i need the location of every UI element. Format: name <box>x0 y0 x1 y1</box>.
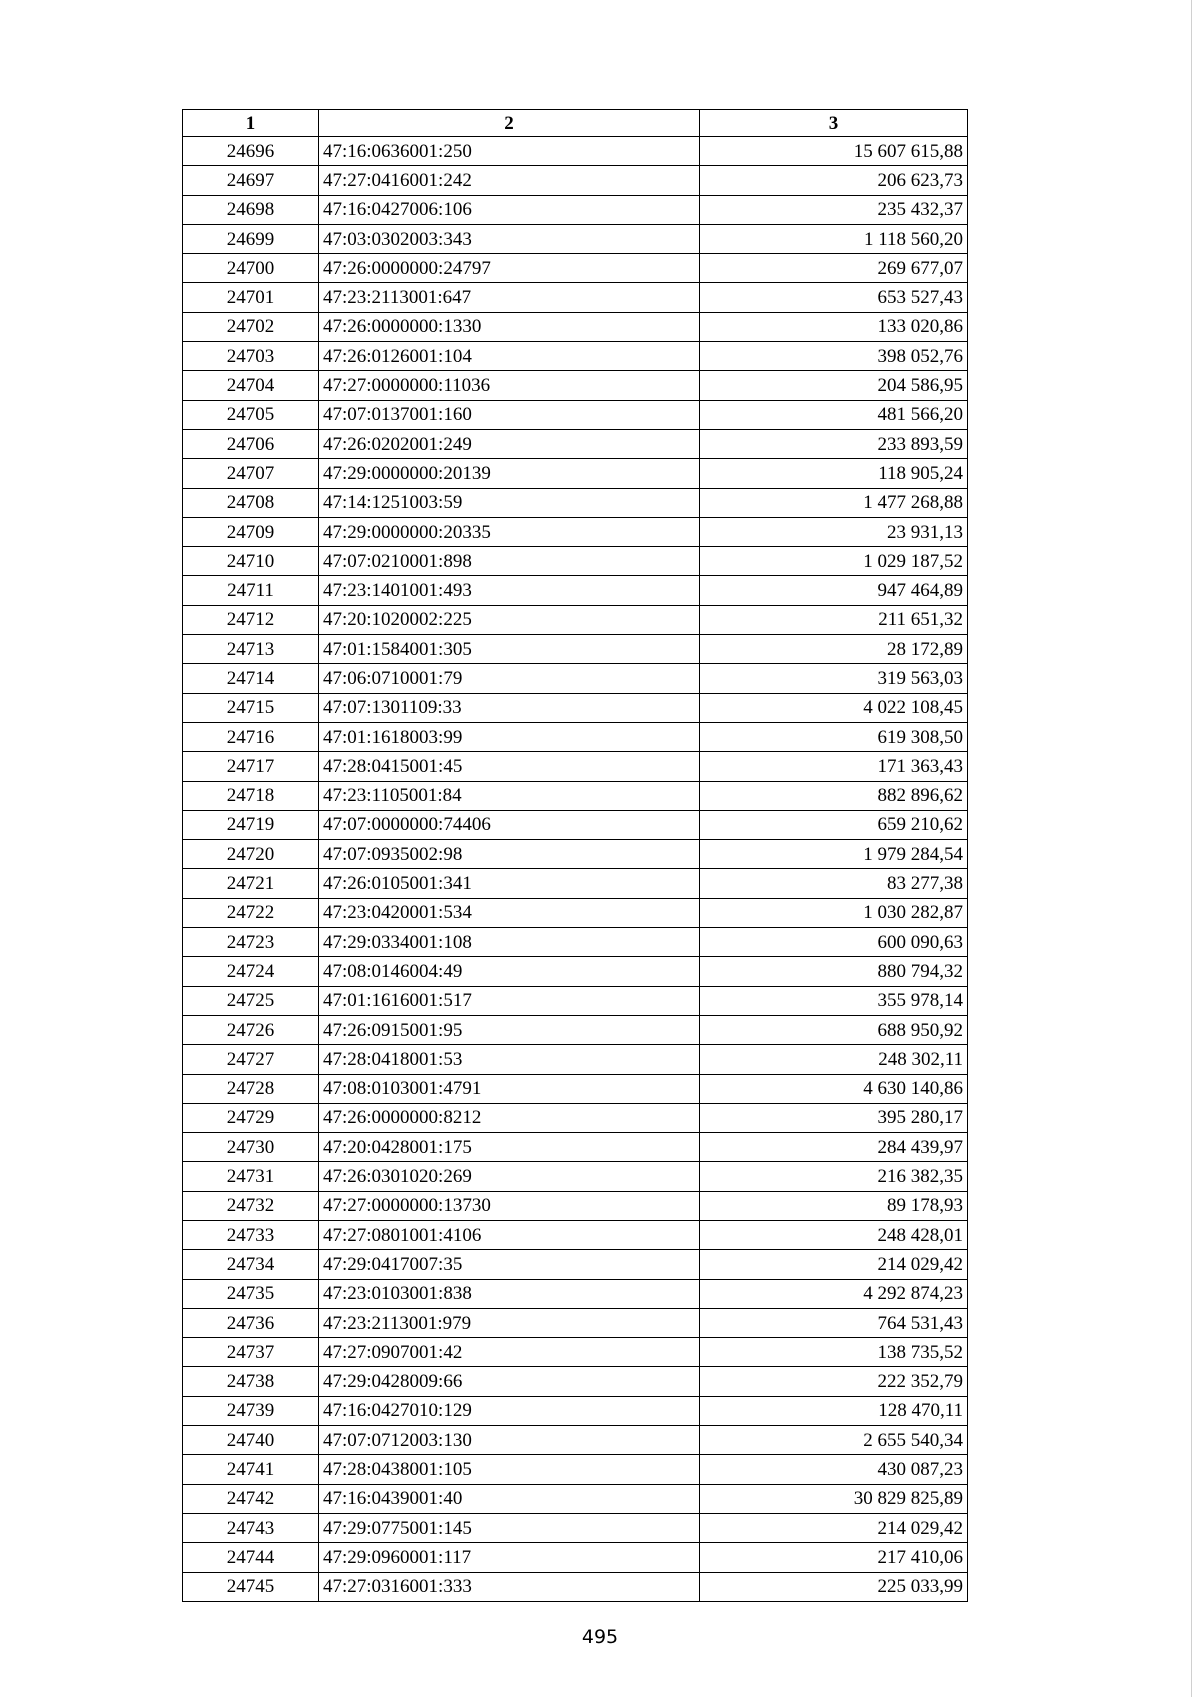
table-row <box>183 1455 968 1484</box>
column-header-2: 2 <box>319 110 700 137</box>
value-cell: 4 022 108,45 <box>700 693 968 722</box>
value-cell: 248 428,01 <box>700 1220 968 1249</box>
cadastral-number-cell: 47:23:2113001:647 <box>319 283 700 312</box>
page-number: 495 <box>581 1626 619 1648</box>
value-cell: 30 829 825,89 <box>700 1484 968 1513</box>
row-number-cell: 24741 <box>183 1455 319 1484</box>
value-cell: 248 302,11 <box>700 1045 968 1074</box>
row-number-cell: 24744 <box>183 1543 319 1572</box>
value-cell: 653 527,43 <box>700 283 968 312</box>
table-row <box>183 1367 968 1396</box>
table-row <box>183 342 968 371</box>
row-number-cell: 24720 <box>183 840 319 869</box>
table-row <box>183 547 968 576</box>
value-cell: 947 464,89 <box>700 576 968 605</box>
table-row <box>183 1250 968 1279</box>
cadastral-number-cell: 47:26:0000000:24797 <box>319 254 700 283</box>
cadastral-number-cell: 47:07:0935002:98 <box>319 840 700 869</box>
value-cell: 23 931,13 <box>700 517 968 546</box>
row-number-cell: 24742 <box>183 1484 319 1513</box>
value-cell: 1 979 284,54 <box>700 840 968 869</box>
cadastral-value-table <box>182 109 968 1602</box>
cadastral-number-cell: 47:16:0427010:129 <box>319 1396 700 1425</box>
table-row <box>183 605 968 634</box>
value-cell: 688 950,92 <box>700 1015 968 1044</box>
table-row <box>183 1279 968 1308</box>
cadastral-number-cell: 47:07:0210001:898 <box>319 547 700 576</box>
table-row <box>183 1191 968 1220</box>
table-row <box>183 1484 968 1513</box>
value-cell: 83 277,38 <box>700 869 968 898</box>
value-cell: 206 623,73 <box>700 166 968 195</box>
row-number-cell: 24708 <box>183 488 319 517</box>
cadastral-number-cell: 47:27:0907001:42 <box>319 1338 700 1367</box>
table-row <box>183 1338 968 1367</box>
table-row <box>183 957 968 986</box>
value-cell: 138 735,52 <box>700 1338 968 1367</box>
value-cell: 398 052,76 <box>700 342 968 371</box>
cadastral-number-cell: 47:14:1251003:59 <box>319 488 700 517</box>
value-cell: 217 410,06 <box>700 1543 968 1572</box>
value-cell: 284 439,97 <box>700 1133 968 1162</box>
table-row <box>183 576 968 605</box>
row-number-cell: 24716 <box>183 722 319 751</box>
row-number-cell: 24711 <box>183 576 319 605</box>
table-row <box>183 459 968 488</box>
cadastral-number-cell: 47:26:0202001:249 <box>319 429 700 458</box>
row-number-cell: 24737 <box>183 1338 319 1367</box>
page-edge-line <box>1191 0 1192 1697</box>
row-number-cell: 24706 <box>183 429 319 458</box>
value-cell: 430 087,23 <box>700 1455 968 1484</box>
row-number-cell: 24719 <box>183 810 319 839</box>
table-row <box>183 1015 968 1044</box>
value-cell: 214 029,42 <box>700 1250 968 1279</box>
row-number-cell: 24717 <box>183 752 319 781</box>
row-number-cell: 24728 <box>183 1074 319 1103</box>
row-number-cell: 24735 <box>183 1279 319 1308</box>
value-cell: 204 586,95 <box>700 371 968 400</box>
row-number-cell: 24733 <box>183 1220 319 1249</box>
table-row <box>183 166 968 195</box>
table-row <box>183 781 968 810</box>
table-row <box>183 1426 968 1455</box>
cadastral-number-cell: 47:27:0416001:242 <box>319 166 700 195</box>
cadastral-number-cell: 47:16:0636001:250 <box>319 137 700 166</box>
cadastral-number-cell: 47:01:1616001:517 <box>319 986 700 1015</box>
row-number-cell: 24698 <box>183 195 319 224</box>
cadastral-number-cell: 47:20:1020002:225 <box>319 605 700 634</box>
value-cell: 235 432,37 <box>700 195 968 224</box>
row-number-cell: 24726 <box>183 1015 319 1044</box>
cadastral-number-cell: 47:26:0126001:104 <box>319 342 700 371</box>
table-row <box>183 312 968 341</box>
value-cell: 128 470,11 <box>700 1396 968 1425</box>
table-row <box>183 1220 968 1249</box>
table-row <box>183 224 968 253</box>
table-row <box>183 635 968 664</box>
cadastral-number-cell: 47:23:1105001:84 <box>319 781 700 810</box>
row-number-cell: 24723 <box>183 928 319 957</box>
table-row <box>183 986 968 1015</box>
cadastral-number-cell: 47:28:0418001:53 <box>319 1045 700 1074</box>
cadastral-number-cell: 47:26:0105001:341 <box>319 869 700 898</box>
row-number-cell: 24710 <box>183 547 319 576</box>
cadastral-number-cell: 47:26:0915001:95 <box>319 1015 700 1044</box>
cadastral-number-cell: 47:29:0000000:20335 <box>319 517 700 546</box>
row-number-cell: 24736 <box>183 1308 319 1337</box>
row-number-cell: 24732 <box>183 1191 319 1220</box>
cadastral-number-cell: 47:07:0712003:130 <box>319 1426 700 1455</box>
cadastral-number-cell: 47:29:0417007:35 <box>319 1250 700 1279</box>
column-header-3: 3 <box>700 110 968 137</box>
row-number-cell: 24703 <box>183 342 319 371</box>
value-cell: 216 382,35 <box>700 1162 968 1191</box>
value-cell: 15 607 615,88 <box>700 137 968 166</box>
cadastral-number-cell: 47:29:0334001:108 <box>319 928 700 957</box>
table-row <box>183 898 968 927</box>
table-row <box>183 1074 968 1103</box>
row-number-cell: 24702 <box>183 312 319 341</box>
value-cell: 600 090,63 <box>700 928 968 957</box>
value-cell: 1 477 268,88 <box>700 488 968 517</box>
value-cell: 233 893,59 <box>700 429 968 458</box>
table-row <box>183 1133 968 1162</box>
value-cell: 1 030 282,87 <box>700 898 968 927</box>
row-number-cell: 24729 <box>183 1103 319 1132</box>
cadastral-number-cell: 47:28:0415001:45 <box>319 752 700 781</box>
row-number-cell: 24715 <box>183 693 319 722</box>
value-cell: 211 651,32 <box>700 605 968 634</box>
value-cell: 619 308,50 <box>700 722 968 751</box>
table-row <box>183 400 968 429</box>
row-number-cell: 24714 <box>183 664 319 693</box>
row-number-cell: 24740 <box>183 1426 319 1455</box>
cadastral-number-cell: 47:29:0960001:117 <box>319 1543 700 1572</box>
value-cell: 1 118 560,20 <box>700 224 968 253</box>
cadastral-number-cell: 47:26:0000000:8212 <box>319 1103 700 1132</box>
cadastral-number-cell: 47:08:0146004:49 <box>319 957 700 986</box>
table-row <box>183 869 968 898</box>
table-row <box>183 195 968 224</box>
table-row <box>183 1045 968 1074</box>
value-cell: 118 905,24 <box>700 459 968 488</box>
table-row <box>183 928 968 957</box>
row-number-cell: 24713 <box>183 635 319 664</box>
value-cell: 171 363,43 <box>700 752 968 781</box>
row-number-cell: 24725 <box>183 986 319 1015</box>
row-number-cell: 24727 <box>183 1045 319 1074</box>
value-cell: 481 566,20 <box>700 400 968 429</box>
value-cell: 222 352,79 <box>700 1367 968 1396</box>
value-cell: 214 029,42 <box>700 1513 968 1542</box>
table-header-row <box>183 110 968 137</box>
cadastral-number-cell: 47:26:0301020:269 <box>319 1162 700 1191</box>
value-cell: 764 531,43 <box>700 1308 968 1337</box>
table-row <box>183 752 968 781</box>
value-cell: 319 563,03 <box>700 664 968 693</box>
row-number-cell: 24738 <box>183 1367 319 1396</box>
cadastral-number-cell: 47:23:2113001:979 <box>319 1308 700 1337</box>
cadastral-number-cell: 47:23:0420001:534 <box>319 898 700 927</box>
row-number-cell: 24722 <box>183 898 319 927</box>
cadastral-number-cell: 47:29:0000000:20139 <box>319 459 700 488</box>
cadastral-number-cell: 47:07:0000000:74406 <box>319 810 700 839</box>
cadastral-number-cell: 47:03:0302003:343 <box>319 224 700 253</box>
cadastral-number-cell: 47:29:0428009:66 <box>319 1367 700 1396</box>
column-header-1: 1 <box>183 110 319 137</box>
table-row <box>183 254 968 283</box>
cadastral-number-cell: 47:28:0438001:105 <box>319 1455 700 1484</box>
row-number-cell: 24734 <box>183 1250 319 1279</box>
table-row <box>183 429 968 458</box>
row-number-cell: 24730 <box>183 1133 319 1162</box>
row-number-cell: 24724 <box>183 957 319 986</box>
table-row <box>183 1513 968 1542</box>
value-cell: 882 896,62 <box>700 781 968 810</box>
row-number-cell: 24721 <box>183 869 319 898</box>
table-row <box>183 283 968 312</box>
row-number-cell: 24705 <box>183 400 319 429</box>
cadastral-number-cell: 47:27:0000000:13730 <box>319 1191 700 1220</box>
row-number-cell: 24743 <box>183 1513 319 1542</box>
row-number-cell: 24701 <box>183 283 319 312</box>
table-row <box>183 1103 968 1132</box>
table-row <box>183 137 968 166</box>
cadastral-number-cell: 47:06:0710001:79 <box>319 664 700 693</box>
row-number-cell: 24709 <box>183 517 319 546</box>
table-row <box>183 488 968 517</box>
table-row <box>183 840 968 869</box>
value-cell: 89 178,93 <box>700 1191 968 1220</box>
table-row <box>183 1308 968 1337</box>
cadastral-number-cell: 47:16:0427006:106 <box>319 195 700 224</box>
table-row <box>183 1396 968 1425</box>
value-cell: 269 677,07 <box>700 254 968 283</box>
cadastral-number-cell: 47:23:0103001:838 <box>319 1279 700 1308</box>
row-number-cell: 24696 <box>183 137 319 166</box>
table-body <box>183 137 968 1602</box>
row-number-cell: 24745 <box>183 1572 319 1601</box>
row-number-cell: 24718 <box>183 781 319 810</box>
table-row <box>183 810 968 839</box>
cadastral-number-cell: 47:27:0316001:333 <box>319 1572 700 1601</box>
row-number-cell: 24739 <box>183 1396 319 1425</box>
cadastral-number-cell: 47:08:0103001:4791 <box>319 1074 700 1103</box>
row-number-cell: 24700 <box>183 254 319 283</box>
value-cell: 1 029 187,52 <box>700 547 968 576</box>
row-number-cell: 24707 <box>183 459 319 488</box>
row-number-cell: 24704 <box>183 371 319 400</box>
cadastral-number-cell: 47:23:1401001:493 <box>319 576 700 605</box>
table-row <box>183 722 968 751</box>
value-cell: 28 172,89 <box>700 635 968 664</box>
cadastral-number-cell: 47:27:0000000:11036 <box>319 371 700 400</box>
table-row <box>183 693 968 722</box>
table-row <box>183 1543 968 1572</box>
cadastral-number-cell: 47:16:0439001:40 <box>319 1484 700 1513</box>
cadastral-number-cell: 47:26:0000000:1330 <box>319 312 700 341</box>
table-row <box>183 1162 968 1191</box>
row-number-cell: 24699 <box>183 224 319 253</box>
value-cell: 355 978,14 <box>700 986 968 1015</box>
value-cell: 395 280,17 <box>700 1103 968 1132</box>
row-number-cell: 24731 <box>183 1162 319 1191</box>
value-cell: 880 794,32 <box>700 957 968 986</box>
cadastral-number-cell: 47:07:1301109:33 <box>319 693 700 722</box>
value-cell: 659 210,62 <box>700 810 968 839</box>
value-cell: 2 655 540,34 <box>700 1426 968 1455</box>
cadastral-number-cell: 47:29:0775001:145 <box>319 1513 700 1542</box>
cadastral-number-cell: 47:01:1584001:305 <box>319 635 700 664</box>
cadastral-number-cell: 47:01:1618003:99 <box>319 722 700 751</box>
table-row <box>183 371 968 400</box>
table-row <box>183 664 968 693</box>
table-row <box>183 1572 968 1601</box>
cadastral-number-cell: 47:27:0801001:4106 <box>319 1220 700 1249</box>
value-cell: 133 020,86 <box>700 312 968 341</box>
cadastral-number-cell: 47:20:0428001:175 <box>319 1133 700 1162</box>
table-row <box>183 517 968 546</box>
row-number-cell: 24712 <box>183 605 319 634</box>
row-number-cell: 24697 <box>183 166 319 195</box>
value-cell: 4 630 140,86 <box>700 1074 968 1103</box>
value-cell: 4 292 874,23 <box>700 1279 968 1308</box>
value-cell: 225 033,99 <box>700 1572 968 1601</box>
cadastral-number-cell: 47:07:0137001:160 <box>319 400 700 429</box>
